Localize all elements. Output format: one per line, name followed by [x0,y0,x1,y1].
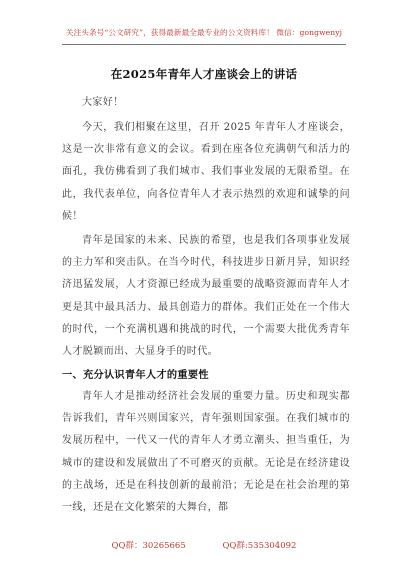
intro-paragraph-block [62,117,350,228]
paragraph: 青年是国家的未来、民族的希望，也是我们各项事业发展的主力军和突击队。在当今时代，科技进步日新月异，知识经济迅猛发展，人才资源已经成为最重要的战略资源而青年人才更是其中最具活力、最具创造力的群体。我们正处在一个伟大的时代，一个充满机遇和挑战的时代，一个需要大批优秀青年人才脱颖而出、大显身手的时代。 [62,235,350,358]
youth-paragraph-block [62,230,350,363]
section-heading: 一、充分认识青年人才的重要性 [62,370,209,381]
paragraph: 青年人才是推动经济社会发展的重要力量。历史和现实都告诉我们，青年兴则国家兴，青年强则国家强。在我们城市的发展历程中，一代又一代的青年人才勇立潮头、担当重任，为城市的建设和发展做出了不可磨灭的贡献。无论是在经济建设的主战场，还是在科技创新的最前沿；无论是在社会治理的第一线，还是在文化繁荣的大舞台，都 [62,391,350,514]
header-banner: 关注头条号“公文研究”，获得最新最全最专业的公文资料库！ 微信：gongwenyj [65,28,343,37]
section-paragraph-block [62,386,350,519]
footer-contact [0,539,408,551]
paragraph: 今天，我们相聚在这里，召开 2025 年青年人才座谈会，这是一次非常有意义的会议。看到在座各位充满朝气和活力的面孔，我仿佛看到了我们城市、我们事业发展的无限希望。在此，我代表单位，向各位青年人才表示热烈的欢迎和诚挚的问候！ [62,122,350,222]
qq-group-2: QQ群:535304092 [222,541,297,551]
greeting: 大家好！ [82,97,124,108]
header-divider [62,44,346,45]
page-title: 在2025年青年人才座谈会上的讲话 [110,67,298,81]
qq-group-1: QQ群：30265665 [111,541,186,551]
